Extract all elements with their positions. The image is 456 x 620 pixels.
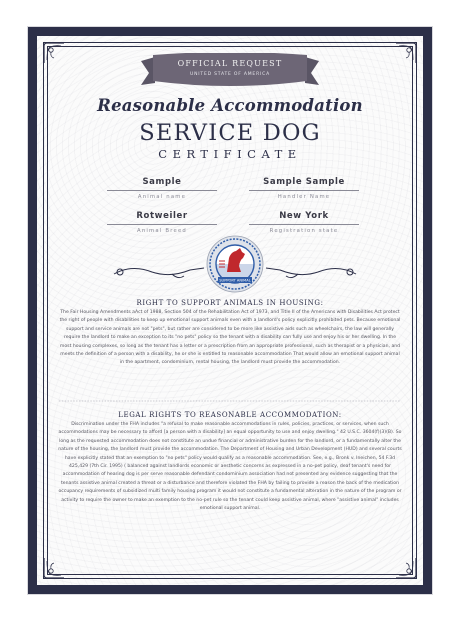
- handler-name-field: [249, 177, 359, 200]
- registration-state-label: Registration state: [269, 228, 339, 234]
- corner-ornament-icon: [393, 40, 419, 66]
- ribbon-title: OFFICIAL REQUEST: [177, 59, 283, 68]
- seal-row: [112, 234, 358, 294]
- housing-rights-heading: RIGHT TO SUPPORT ANIMALS IN HOUSING:: [136, 299, 324, 307]
- animal-breed-value: Rotweiler: [107, 211, 217, 225]
- registration-state-value: New York: [249, 211, 359, 225]
- corner-ornament-icon: [393, 555, 419, 581]
- page-title: SERVICE DOG: [139, 120, 321, 146]
- flourish-right-icon: [266, 268, 356, 278]
- certificate-subtitle: CERTIFICATE: [158, 147, 302, 161]
- handler-name-value: Sample Sample: [249, 177, 359, 191]
- corner-ornament-icon: [41, 40, 67, 66]
- housing-rights-body: The Fair Housing Amendments aAct of 1988, Section 504 of the Rehabilitation Act of 1973, and Title II of the Americans with Disabilities Act protect the right of people with disabilities to keep up emotional support animals even with a landlord's policy explicitly prohibited pets. Because emotional support and service animals are not "pets", but rather are considered to be more like assistive aids such as wheelchairs, the law will generally require the landlord to make an exception to its "no pets" policy so the tenant with a disability can fully use and enjoy his or her dwelling. In the most housing complexes, so long as the tenant has a letter or a prescription from an appropriate professional, such as therapist or a physician, and meets the definition of a person with a disability, he or she is entitled to reasonable accommodation That would allow an emotional support animal in the apartment, condominium, rental housing, the landlord must provide the accommodation.: [59, 310, 401, 366]
- animal-breed-label: Animal Breed: [137, 228, 187, 234]
- legal-rights-heading: LEGAL RIGHTS TO REASONABLE ACCOMMODATION:: [118, 411, 342, 419]
- registration-state-field: [249, 211, 359, 234]
- seal-ring-text: SUPPORT ANIMAL: [219, 278, 251, 283]
- animal-name-field: [107, 177, 217, 200]
- section-divider: [59, 397, 401, 405]
- script-title: Reasonable Accommodation: [97, 96, 363, 115]
- flourish-left-icon: [114, 268, 204, 278]
- animal-name-value: Sample: [107, 177, 217, 191]
- certificate-sheet: [37, 36, 423, 585]
- service-dog-seal-icon: [207, 236, 263, 292]
- animal-name-label: Animal name: [137, 194, 187, 200]
- official-request-ribbon: [141, 53, 319, 97]
- corner-ornament-icon: [41, 555, 67, 581]
- ribbon-subtitle: UNITED STATE OF AMERICA: [190, 72, 270, 77]
- legal-rights-body: Discrimination under the FHA includes "a refusal to make reasonable accommodations in rules, policies, practices, or services, when such accommodations may be necessary to afford [a person with a disability] an equal opportunity to use and enjoy dwelling." 42 U.S.C. 3604(f)(3)(B). So long as the requested accommodation does not constitute an undue financial or administrative burden for the landlord, or a fundamentally alter the nature of the housing, the landlord must provide the accommodation. The Department of Housing and Urban Development (HUD) and several courts have explicitly stated that an exemption to "no pets" policy would qualify as a reasonable accommodation. See, e.g., Bronk v. Ineichen, 54 F.3d 425,429 (7th Cir. 1995) ( balanced against landlords economic or aesthetic concerns as expressed in a no-pet policy, deaf tenant's need for accommodation of hearing dog is per serve reasonable defendant condominium association had not presented any evidence suggesting that the tenants assistive animal created a threat or a disturbance and therefore violated the FHA by failing to provide a reason the back of the medication occupancy requirements of subsidized multi family housing program it would not constitute a fundamental alteration in the nature of the program or activity to require the owner to make an exemption to the no-pet rule so the tenant could keep assistive animal, where "assistive animal" includes emotional support animal.: [58, 422, 402, 512]
- animal-breed-field: [107, 211, 217, 234]
- handler-name-label: Handler Name: [277, 194, 331, 200]
- certificate-paper: [28, 27, 432, 594]
